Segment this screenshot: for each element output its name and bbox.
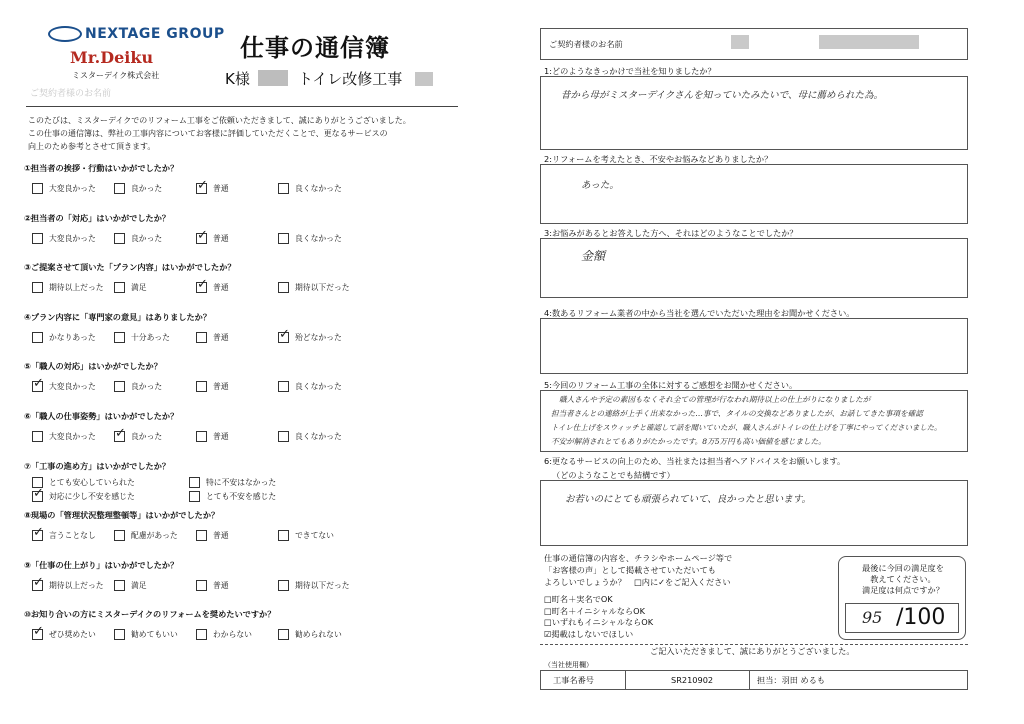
answer-option-label: 期待以上だった	[49, 283, 104, 293]
answer-option[interactable]	[114, 629, 178, 640]
work-number-label: 工事名番号	[553, 675, 594, 685]
contract-name-box	[540, 28, 968, 60]
publish-option[interactable]: □いずれもイニシャルならOK	[544, 617, 654, 627]
q5-label: 5:今回のリフォーム工事の全体に対するご感想をお聞かせください。	[544, 380, 798, 390]
answer-option-label: 普通	[213, 432, 229, 441]
manager-name: 担当：羽田 めるも	[757, 675, 826, 685]
answer-option-label: 勧められない	[295, 630, 342, 640]
q2-label: 2:リフォームを考えたとき、不安やお悩みなどありましたか？	[544, 154, 773, 164]
answer-option[interactable]	[32, 629, 96, 640]
answer-option[interactable]	[32, 381, 96, 392]
q5-answer-line: 不安が解消されとてもありがたかったです。8万5万円も高い価値を感じました。	[551, 437, 826, 446]
q4-label: 4:数あるリフォーム業者の中から当社を選んでいただいた理由をお聞かせください。	[544, 308, 855, 318]
checkbox[interactable]	[32, 580, 43, 591]
redacted-block	[731, 35, 749, 49]
q3-answer: 金額	[581, 249, 606, 263]
answer-option[interactable]	[32, 233, 96, 244]
logo-ring-icon	[48, 26, 82, 42]
checkbox[interactable]	[114, 629, 125, 640]
checkbox[interactable]	[32, 183, 43, 194]
checkbox[interactable]	[32, 530, 43, 541]
answer-option[interactable]	[32, 282, 104, 293]
answer-option-label: 良くなかった	[295, 432, 342, 441]
document-title: 仕事の通信簿	[240, 34, 390, 62]
answer-option[interactable]	[189, 477, 276, 488]
q6-label: 6:更なるサービスの向上のため、当社または担当者へアドバイスをお願いします。	[544, 456, 846, 466]
answer-option-label: 普通	[213, 531, 229, 541]
checkbox[interactable]	[278, 530, 289, 541]
answer-option[interactable]	[32, 491, 135, 502]
answer-option[interactable]	[114, 183, 162, 194]
checkbox[interactable]	[196, 530, 207, 541]
answer-option-label: 良かった	[131, 432, 163, 441]
publish-line: よろしいでしょうか？ □内に✓をご記入ください	[544, 577, 731, 587]
checkbox[interactable]	[196, 629, 207, 640]
checkbox[interactable]	[196, 580, 207, 591]
answer-option-label: 良くなかった	[295, 382, 342, 392]
answer-option-label: 良くなかった	[295, 233, 342, 243]
q6-sublabel: （どのようなことでも結構です）	[552, 470, 675, 480]
answer-option[interactable]	[114, 282, 147, 293]
q1-label: 1:どのようなきっかけで当社を知りましたか？	[544, 66, 716, 76]
publish-line: 仕事の通信簿の内容を、チラシやホームページ等で	[544, 553, 733, 563]
answer-option-label: 満足	[131, 580, 147, 590]
contract-name-label: ご契約者様のお名前	[549, 39, 623, 49]
answer-option[interactable]	[278, 381, 342, 392]
answer-option[interactable]	[32, 530, 96, 541]
checkbox[interactable]	[196, 233, 207, 244]
answer-option[interactable]	[32, 332, 96, 343]
question-label: ③ご提案させて頂いた「プラン内容」はいかがでしたか？	[24, 262, 236, 273]
checkbox[interactable]	[278, 282, 289, 293]
answer-option[interactable]	[32, 183, 96, 194]
answer-option-label: 大変良かった	[49, 432, 96, 441]
satisfaction-question	[851, 563, 955, 596]
answer-option[interactable]	[196, 530, 229, 541]
answer-option-label: かなりあった	[49, 332, 96, 342]
table-divider	[625, 671, 626, 689]
header-divider	[26, 106, 458, 107]
answer-option-label: 十分あった	[131, 332, 170, 342]
q6-answer: お若いのにとても頑張られていて、良かったと思います。	[565, 494, 812, 505]
q3-label: 3:お悩みがあるとお答えした方へ、それはどのようなことでしたか？	[544, 228, 798, 238]
answer-option-label: 普通	[213, 382, 229, 392]
score-max: /100	[896, 605, 946, 630]
answer-option[interactable]	[196, 183, 229, 194]
checkbox[interactable]	[114, 580, 125, 591]
question-label: ⑤「職人の対応」はいかがでしたか？	[24, 361, 162, 372]
checkbox[interactable]	[32, 282, 43, 293]
answer-option-label: 期待以下だった	[295, 283, 350, 293]
question-label: ⑥「職人の仕事姿勢」はいかがでしたか？	[24, 411, 179, 421]
q5-answer-box[interactable]	[540, 390, 968, 452]
answer-option-label: 良かった	[131, 184, 163, 193]
publish-consent-text	[544, 552, 732, 588]
redacted-name	[258, 70, 288, 86]
intro-text	[28, 114, 508, 153]
checkbox[interactable]	[32, 381, 43, 392]
answer-option[interactable]	[196, 381, 229, 392]
answer-option-label: 言うことなし	[49, 531, 96, 541]
publish-option[interactable]: ☑掲載はしないでほしい	[544, 628, 634, 639]
answer-option-label: ぜひ奨めたい	[49, 630, 96, 640]
checkbox[interactable]	[114, 381, 125, 392]
brand-logo: Mr.Deiku	[70, 48, 154, 67]
answer-option-label: 良かった	[131, 382, 163, 392]
answer-option-label: 満足	[131, 283, 147, 293]
satisfaction-line: 教えてください。	[870, 574, 936, 584]
answer-option-label: 配慮があった	[131, 531, 178, 541]
answer-option-label: 良くなかった	[295, 184, 342, 193]
checkbox[interactable]	[278, 183, 289, 194]
answer-option-label: わからない	[213, 630, 252, 640]
answer-option[interactable]	[278, 580, 350, 591]
publish-options	[544, 594, 653, 640]
score-value: 95	[862, 608, 883, 627]
publish-line: 「お客様の声」として掲載させていただいても	[544, 565, 716, 575]
question-label: ②担当者の「対応」はいかがでしたか？	[24, 212, 171, 223]
answer-option[interactable]	[278, 431, 342, 442]
question-label: ⑨「仕事の仕上がり」はいかがでしたか？	[24, 559, 179, 570]
answer-option[interactable]	[114, 580, 147, 591]
answer-option[interactable]	[196, 431, 229, 442]
answer-option-label: とても不安を感じた	[206, 491, 277, 501]
score-field[interactable]	[845, 603, 959, 633]
question-label: ⑦「工事の進め方」はいかがでしたか？	[24, 460, 171, 471]
checkbox[interactable]	[114, 530, 125, 541]
answer-option[interactable]	[189, 491, 276, 502]
answer-option-label: 普通	[213, 283, 229, 293]
intro-line-3: 向上のため参考とさせて頂きます。	[28, 142, 156, 151]
q3-answer-box[interactable]	[540, 238, 968, 298]
q2-answer: あった。	[581, 180, 619, 191]
answer-option[interactable]	[114, 233, 162, 244]
checkbox[interactable]	[114, 233, 125, 244]
checkbox[interactable]	[114, 431, 125, 442]
answer-option-label: 対応に少し不安を感じた	[49, 491, 135, 501]
answer-option[interactable]	[196, 282, 229, 293]
answer-option[interactable]	[278, 530, 334, 541]
answer-option-label: 殆どなかった	[295, 332, 342, 342]
answer-option-label: 良かった	[131, 233, 163, 243]
publish-option[interactable]: □町名＋実名でOK	[544, 594, 613, 604]
answer-option-label: 大変良かった	[49, 184, 96, 193]
checkbox[interactable]	[196, 381, 207, 392]
answer-option-label: 普通	[213, 233, 229, 243]
publish-option[interactable]: □町名＋イニシャルならOK	[544, 605, 645, 616]
checkbox[interactable]	[189, 477, 200, 488]
q5-answer-line: 職人さんや予定の素因もなくそれ全ての管理が行なわれ期待以上の仕上がりになりましたが	[559, 395, 871, 404]
thanks-message: ご記入いただきまして、誠にありがとうございました。	[650, 646, 855, 656]
checkbox[interactable]	[196, 183, 207, 194]
checkbox[interactable]	[32, 233, 43, 244]
nextage-group-logo	[48, 26, 238, 42]
checkbox[interactable]	[278, 233, 289, 244]
checkbox[interactable]	[278, 431, 289, 442]
answer-option-label: 大変良かった	[49, 233, 96, 243]
answer-option[interactable]	[278, 282, 350, 293]
answer-option[interactable]	[32, 580, 104, 591]
answer-option[interactable]	[114, 530, 178, 541]
q5-answer-line: トイレ仕上げをスウィッチと確認して話を聞いていたが、職人さんがトイレの仕上げを丁寧にやってくださいました。	[551, 423, 942, 432]
answer-option[interactable]	[196, 629, 252, 640]
answer-option[interactable]	[278, 233, 342, 244]
answer-option-label: 勧めてもいい	[131, 630, 178, 640]
q1-answer-box[interactable]	[540, 76, 968, 150]
answer-option-label: 期待以上だった	[49, 580, 104, 590]
office-use-label: （当社使用欄）	[544, 661, 593, 669]
work-number: SR210902	[671, 675, 714, 685]
answer-option[interactable]	[278, 629, 342, 640]
answer-option-label: できてない	[295, 531, 334, 541]
job-name: トイレ改修工事	[298, 70, 403, 88]
checkbox[interactable]	[278, 332, 289, 343]
company-name: ミスターデイク株式会社	[72, 71, 160, 80]
q5-answer-line: 担当者さんとの連絡が上手く出来なかった…事で、タイルの交換などありましたが、お話してきた事項を確認	[551, 409, 923, 418]
satisfaction-line: 満足度は何点ですか？	[862, 585, 944, 595]
answer-option-label: 特に不安はなかった	[206, 477, 277, 487]
intro-line-2: この仕事の通信簿は、弊社の工事内容についてお客様に評価していただくことで、更なるサービスの	[28, 129, 388, 138]
footer-divider	[540, 644, 968, 645]
redacted-mark	[415, 72, 433, 86]
answer-option-label: 期待以下だった	[295, 580, 350, 590]
q4-answer-box[interactable]	[540, 318, 968, 374]
answer-option[interactable]	[278, 183, 342, 194]
checkbox[interactable]	[114, 332, 125, 343]
answer-option-label: 普通	[213, 332, 229, 342]
question-label: ①担当者の挨拶・行動はいかがでしたか？	[24, 163, 179, 173]
question-label: ⑩お知り合いの方にミスターデイクのリフォームを奨めたいですか？	[24, 609, 276, 620]
answer-option[interactable]	[114, 332, 170, 343]
satisfaction-line: 最後に今回の満足度を	[862, 563, 944, 573]
checkbox[interactable]	[114, 183, 125, 194]
office-use-table	[540, 670, 968, 690]
checkbox[interactable]	[32, 491, 43, 502]
checkbox[interactable]	[196, 431, 207, 442]
table-divider	[749, 671, 750, 689]
answer-option[interactable]	[32, 431, 96, 442]
checkbox[interactable]	[32, 431, 43, 442]
checkbox[interactable]	[32, 332, 43, 343]
question-label: ⑧現場の「管理状況整理整頓等」はいかがでしたか？	[24, 510, 220, 521]
checkbox[interactable]	[278, 629, 289, 640]
checkbox[interactable]	[32, 629, 43, 640]
checkbox[interactable]	[196, 332, 207, 343]
intro-line-1: このたびは、ミスターデイクでのリフォーム工事をご依頼いただきまして、誠にありがとうございました。	[28, 116, 411, 125]
answer-option[interactable]	[32, 477, 135, 488]
answer-option-label: 普通	[213, 580, 229, 590]
checkbox[interactable]	[196, 282, 207, 293]
answer-option-label: とても安心していられた	[49, 477, 135, 487]
answer-option[interactable]	[114, 431, 162, 442]
q1-answer: 昔から母がミスターデイクさんを知っていたみたいで、母に薦められた為。	[561, 90, 883, 101]
answer-option[interactable]	[196, 580, 229, 591]
checkbox[interactable]	[278, 580, 289, 591]
answer-option-label: 普通	[213, 184, 229, 193]
answer-option[interactable]	[196, 233, 229, 244]
checkbox[interactable]	[114, 282, 125, 293]
q6-answer-box[interactable]	[540, 480, 968, 546]
logo-text: NEXTAGE GROUP	[85, 26, 225, 42]
answer-option[interactable]	[114, 381, 162, 392]
redacted-block	[819, 35, 919, 49]
checkbox[interactable]	[278, 381, 289, 392]
answer-option-label: 大変良かった	[49, 382, 96, 392]
answer-option[interactable]	[278, 332, 342, 343]
checkbox[interactable]	[189, 491, 200, 502]
satisfaction-box	[838, 556, 966, 640]
answer-option[interactable]	[196, 332, 229, 343]
customer-name: K様	[225, 70, 250, 88]
customer-name-label: ご契約者様のお名前	[30, 89, 112, 99]
question-label: ④プラン内容に「専門家の意見」はありましたか？	[24, 311, 212, 322]
q2-answer-box[interactable]	[540, 164, 968, 224]
